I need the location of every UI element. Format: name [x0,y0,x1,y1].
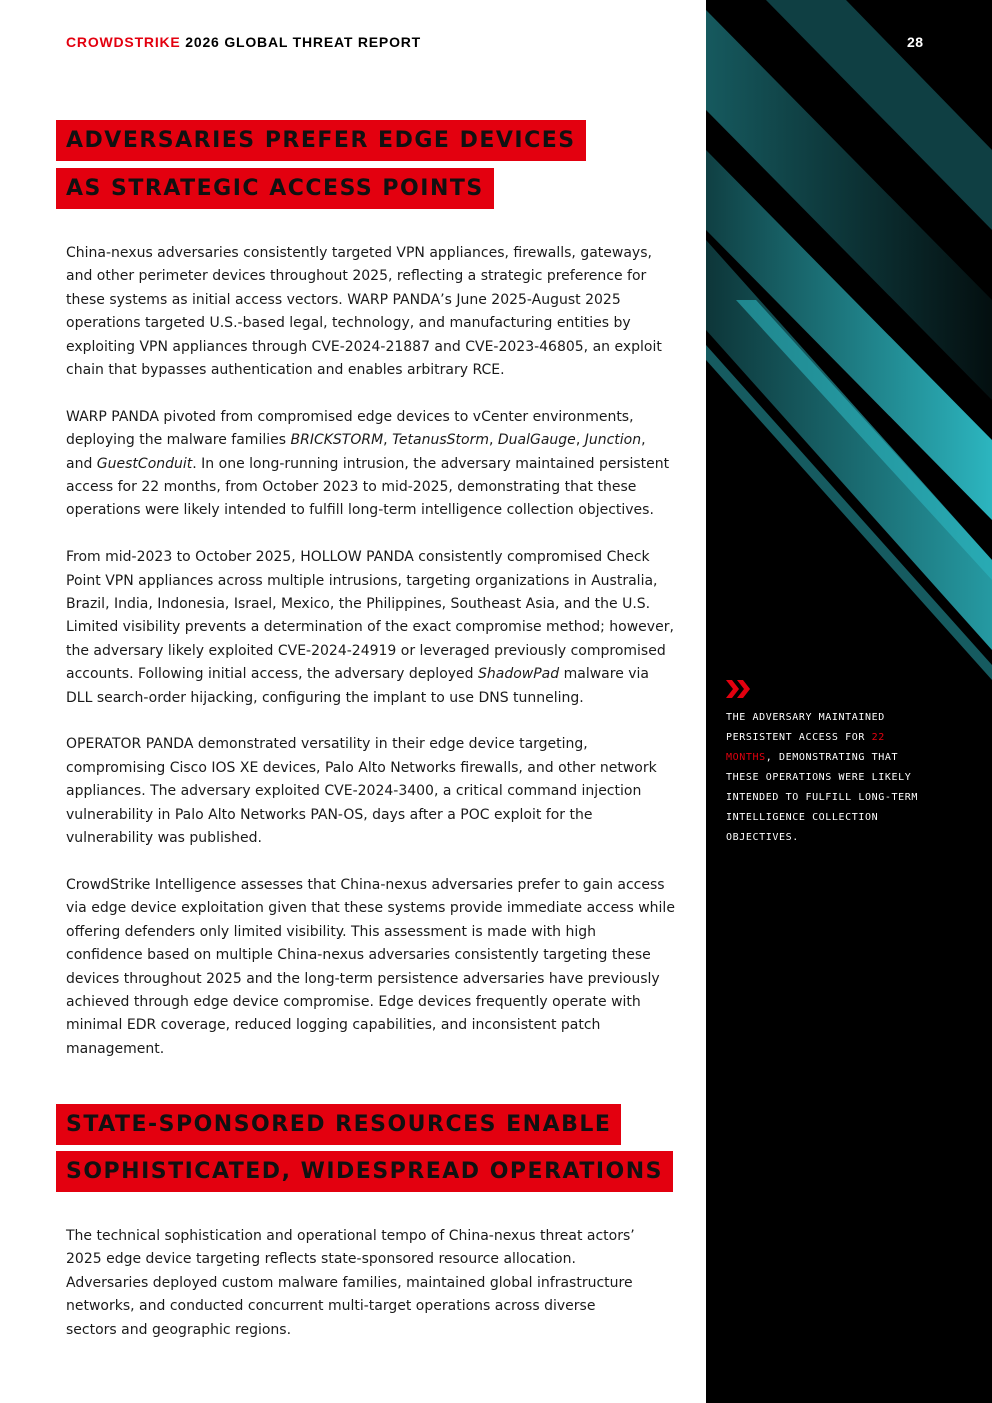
malware-name: Junction [584,432,642,449]
highlight-text: 22 MONTHS [726,732,885,763]
brand-name: CROWDSTRIKE [66,34,181,50]
section1-heading-line2: AS STRATEGIC ACCESS POINTS [56,168,494,209]
paragraph-5: CrowdStrike Intelligence assesses that China-nexus adversaries prefer to gain access via edge device exploitation given that these systems provide immediate access while offering defenders only limited visibility. This assessment is made with high confidence based on multiple China-nexus adversaries consistently targeting these devices throughout 2025 and the long-term persistence adversaries have previously achieved through edge device compromise. Edge devices frequently operate with minimal EDR coverage, reduced logging capabilities, and inconsistent patch management. [66,876,675,1057]
report-title: 2026 GLOBAL THREAT REPORT [185,34,422,50]
section1-body [66,242,676,1061]
report-header [66,34,421,50]
pull-quote [726,680,936,848]
malware-name: ShadowPad [478,666,560,683]
double-chevron-right-icon [726,680,752,698]
section2-heading-line2: SOPHISTICATED, WIDESPREAD OPERATIONS [56,1151,673,1192]
paragraph-4: OPERATOR PANDA demonstrated versatility in their edge device targeting, compromising Cisco IOS XE devices, Palo Alto Networks firewalls, and other network appliances. The adversary exploited CVE-2024-3400, a critical command injection vulnerability in Palo Alto Networks PAN-OS, days after a POC exploit for the vulnerability was published. [66,736,657,847]
section1-heading-line1: ADVERSARIES PREFER EDGE DEVICES [56,120,586,161]
malware-name: BRICKSTORM [290,432,384,449]
pull-quote-text: THE ADVERSARY MAINTAINED PERSISTENT ACCESS FOR 22 MONTHS, DEMONSTRATING THAT THESE OPERATIONS WERE LIKELY INTENDED TO FULFILL LONG-TERM INTELLIGENCE COLLECTION OBJECTIVES. [726,712,918,843]
page-number: 28 [907,34,924,50]
section2-body [66,1225,646,1342]
paragraph-6: The technical sophistication and operational tempo of China-nexus threat actors’ 2025 edge device targeting reflects state-sponsored resource allocation. Adversaries deployed custom malware families, maintained global infrastructure networks, and conducted concurrent multi-target operations across diverse sectors and geographic regions. [66,1228,635,1338]
malware-name: GuestConduit [96,455,193,472]
paragraph-1: China-nexus adversaries consistently targeted VPN appliances, firewalls, gateways, and other perimeter devices throughout 2025, reflecting a strategic preference for these systems as initial access vectors. WARP PANDA’s June 2025-August 2025 operations targeted U.S.-based legal, technology, and manufacturing entities by exploiting VPN appliances through CVE-2024-21887 and CVE-2023-46805, an exploit chain that bypasses authentication and enables arbitrary RCE. [66,245,662,379]
paragraph-2: WARP PANDA pivoted from compromised edge devices to vCenter environments, deploying the malware families BRICKSTORM, TetanusStorm, DualGauge, Junction, and GuestConduit. In one long-running intrusion, the adversary maintained persistent access for 22 months, from October 2023 to mid-2025, demonstrating that these operations were likely intended to fulfill long-term intelligence collection objectives. [66,408,670,519]
malware-name: TetanusStorm [392,432,489,449]
malware-name: DualGauge [497,432,576,449]
paragraph-3: From mid-2023 to October 2025, HOLLOW PANDA consistently compromised Check Point VPN appliances across multiple intrusions, targeting organizations in Australia, Brazil, India, Indonesia, Israel, Mexico, the Philippines, Southeast Asia, and the U.S. Limited visibility prevents a determination of the exact compromise method; however, the adversary likely exploited CVE-2024-24919 or leveraged previously compromised accounts. Following initial access, the adversary deployed ShadowPad malware via DLL search-order hijacking, configuring the implant to use DNS tunneling. [66,549,674,706]
section2-heading-line1: STATE-SPONSORED RESOURCES ENABLE [56,1104,621,1145]
